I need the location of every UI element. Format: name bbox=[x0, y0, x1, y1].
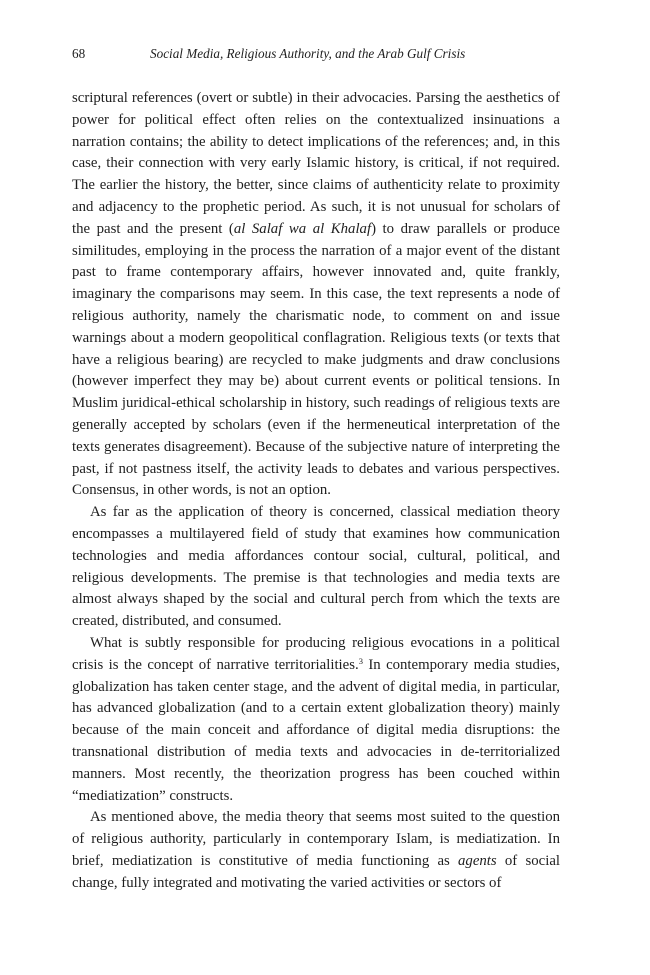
text-run: ) to draw parallels or produce similitudes, employing in the process the narration of a major event of the distant past to frame contemporary affairs, however innovated and, quite frankly, imaginary the comparisons may seem. In this case, the text represents a node of religious authority, namely the charismatic node, to comment on and issue warnings about a modern geopolitical conflagration. Religious texts (or texts that have a religious bearing) are recycled to make judgments and draw conclusions (however imperfect they may be) about current events or political tensions. In Muslim juridical-ethical scholarship in history, such readings of religious texts are generally accepted by scholars (even if the hermeneutical interpretation of the texts generates disagreement). Because of the subjective nature of interpreting the past, if not pastness itself, the activity leads to debates and various perspectives. Consensus, in other words, is not an option. bbox=[72, 220, 560, 499]
text-run: In contemporary media studies, globalization has taken center stage, and the advent of digital media, in particular, has advanced globalization (and to a certain extent globalization theory) mainly because of the main conceit and affordance of digital media disruptions: the transnational distribution of media texts and advocacies in de-territorialized manners. Most recently, the theorization progress has been couched within “mediatization” constructs. bbox=[72, 656, 560, 804]
italic-term: al Salaf wa al Khalaf bbox=[233, 220, 372, 237]
footnote-ref: 3 bbox=[358, 655, 363, 666]
text-run: scriptural references (overt or subtle) in their advocacies. Parsing the aesthetics of power for political effect often relies on the contextualized insinuations a narration contains; the ability to detect implications of the references; and, in this case, their connection with very early Islamic history, is critical, if not required. The earlier the history, the better, since claims of authenticity relate to proximity and adjacency to the prophetic period. As such, it is not unusual for scholars of the past and the present ( bbox=[72, 90, 560, 237]
text-run: As far as the application of theory is concerned, classical mediation theory encompasses a multilayered field of study that examines how communication technologies and media affordances contour social, cultural, political, and religious developments. The premise is that technologies and media texts are almost always shaped by the social and cultural perch from which the texts are created, distributed, and consumed. bbox=[72, 504, 560, 630]
text-run: As mentioned above, the media theory that seems most suited to the question of religious authority, particularly in contemporary Islam, is mediatization. In brief, mediatization is constitutive of media functioning as bbox=[72, 809, 560, 869]
italic-term: agents bbox=[458, 852, 497, 869]
text-run: What is subtly responsible for producing religious evocations in a political crisis is the concept of narrative territorialities. bbox=[72, 634, 560, 673]
paragraph bbox=[72, 633, 560, 807]
paragraph bbox=[72, 502, 560, 633]
running-head-title: Social Media, Religious Authority, and the Arab Gulf Crisis bbox=[150, 46, 466, 61]
page-number: 68 bbox=[72, 46, 86, 61]
text-run: of social change, fully integrated and motivating the varied activities or sectors of bbox=[72, 852, 560, 891]
body-text bbox=[72, 88, 560, 894]
paragraph bbox=[72, 88, 560, 502]
paragraph bbox=[72, 807, 560, 894]
